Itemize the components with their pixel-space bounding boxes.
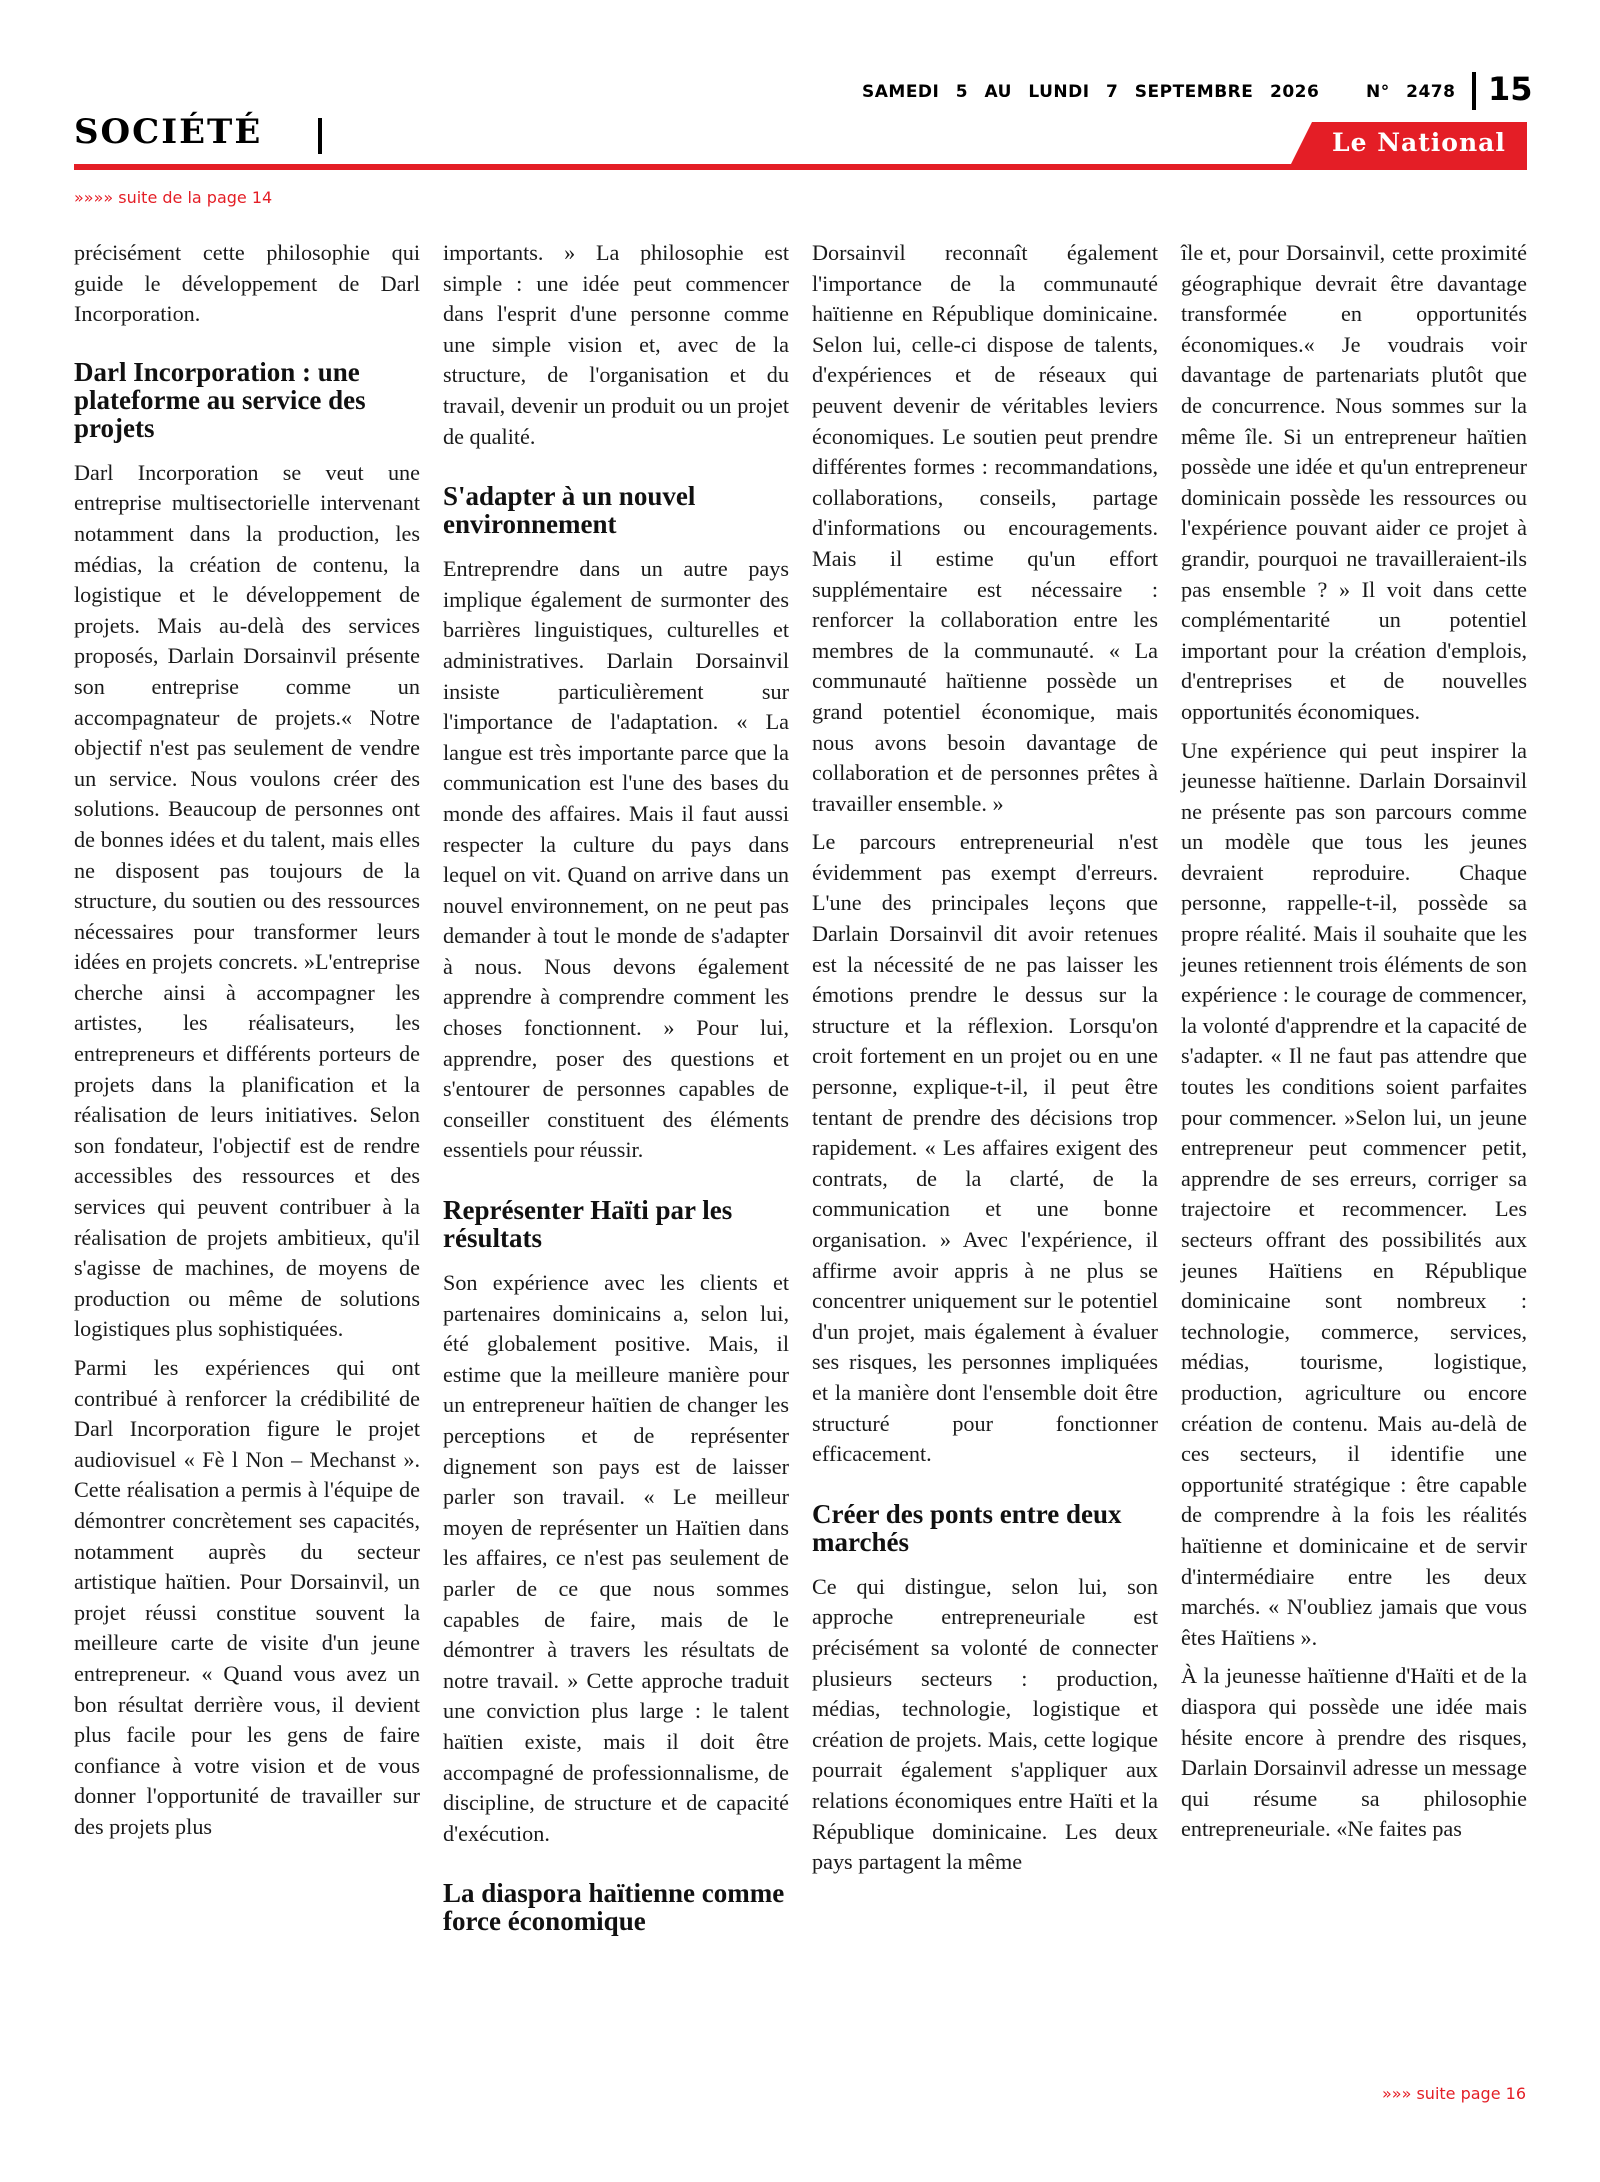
subheading: Créer des ponts entre deux marchés xyxy=(812,1498,1122,1557)
article-column-4 xyxy=(1181,238,1527,1853)
paragraph: Ce qui distingue, selon lui, son approche entrepreneuriale est précisément sa volonté de connecter plusieurs secteurs : production, médias, technologie, logistique et création de projets. Mais, cette logique pourrait également s'appliquer aux relations économiques entre Haïti et la République dominicaine. Les deux pays partagent la même xyxy=(812,1573,1158,1875)
issue-year: 2026 xyxy=(1270,82,1320,102)
article-column-3 xyxy=(812,238,1158,1886)
continued-from-link[interactable]: »»»» suite de la page 14 xyxy=(74,188,273,207)
subheading: Représenter Haïti par les résultats xyxy=(443,1195,733,1254)
paragraph: Parmi les expériences qui ont contribué à renforcer la crédibilité de Darl Incorporation figure le projet audiovisuel « Fè l Non – Mechanst ». Cette réalisation a permis à l'équipe de démontrer concrètement ses capacités, notamment auprès du secteur artistique haïtien. Pour Dorsainvil, un projet réussi constitue souvent la meilleure carte de visite d'un jeune entrepreneur. « Quand vous avez un bon résultat derrière vous, il devient plus facile pour les gens de faire confiance à votre vision et de vous donner l'opportunité de travailler sur des projets plus xyxy=(74,1355,420,1839)
brand-name: Le National xyxy=(1332,128,1506,157)
paragraph: Entreprendre dans un autre pays implique également de surmonter des barrières linguistiques, culturelles et administratives. Darlain Dorsainvil insiste particulièrement sur l'importance de l'adaptation. « La langue est très importante parce que la communication est l'une des bases du monde des affaires. Mais il faut aussi respecter la culture du pays dans lequel on vit. Quand on arrive dans un nouvel environnement, on ne peut pas demander à tout le monde de s'adapter à nous. Nous devons également apprendre à comprendre comment les choses fonctionnent. » Pour lui, apprendre, poser des questions et s'entourer de personnes capables de conseiller constituent des éléments essentiels pour réussir. xyxy=(443,556,789,1163)
paragraph: Le parcours entrepreneurial n'est évidemment pas exempt d'erreurs. L'une des principales leçons que Darlain Dorsainvil dit avoir retenues est la nécessité de ne pas laisser les émotions prendre le dessus sur la structure et la réflexion. Lorsqu'on croit fortement en un projet ou en une personne, explique-t-il, il peut être tentant de prendre des décisions trop rapidement. « Les affaires exigent des contrats, de la clarté, de la communication et une bonne organisation. » Avec l'expérience, il affirme avoir appris à ne plus se concentrer uniquement sur le potentiel d'un projet, mais également à évaluer ses risques, les personnes impliquées et la manière dont l'ensemble doit être structuré pour fonctionner efficacement. xyxy=(812,829,1158,1467)
paragraph: À la jeunesse haïtienne d'Haïti et de la diaspora qui possède une idée mais hésite encore à prendre des risques, Darlain Dorsainvil adresse un message qui résume sa philosophie entrepreneuriale. «Ne faites pas xyxy=(1181,1663,1527,1842)
subheading: S'adapter à un nouvel environnement xyxy=(443,481,696,540)
page-number: 15 xyxy=(1488,70,1533,108)
paragraph: importants. » La philosophie est simple : une idée peut commencer dans l'esprit d'une personne comme une simple vision et, avec de la structure, de l'organisation et du travail, devenir un produit ou un projet de qualité. xyxy=(443,240,789,449)
paragraph: Dorsainvil reconnaît également l'importance de la communauté haïtienne en République dominicaine. Selon lui, celle-ci dispose de talents, d'expériences et de réseaux qui peuvent devenir de véritables leviers économiques. Le soutien peut prendre différentes formes : recommandations, collaborations, conseils, partage d'informations ou encouragements. Mais il estime qu'un effort supplémentaire est nécessaire : renforcer la collaboration entre les membres de la communauté. « La communauté haïtienne possède un grand potentiel économique, mais nous avons besoin davantage de collaboration et de personnes prêtes à travailler ensemble. » xyxy=(812,240,1158,816)
subheading: Darl Incorporation : une plateforme au service des projets xyxy=(74,356,366,443)
issue-number: N° 2478 xyxy=(1366,82,1456,102)
continued-to-link[interactable]: »»» suite page 16 xyxy=(1382,2084,1526,2103)
subheading: La diaspora haïtienne comme force économique xyxy=(443,1878,785,1937)
paragraph: Darl Incorporation se veut une entreprise multisectorielle intervenant notamment dans la production, les médias, la création de contenu, la logistique et le développement de projets. Mais au-delà des services proposés, Darlain Dorsainvil présente son entreprise comme un accompagnateur de projets.« Notre objectif n'est pas seulement de vendre un service. Nous voulons créer des solutions. Beaucoup de personnes ont de bonnes idées et du talent, mais elles ne disposent pas toujours de la structure, du soutien ou des ressources nécessaires pour transformer leurs idées en projets concrets. »L'entreprise cherche ainsi à accompagner les artistes, les réalisateurs, les entrepreneurs et différents porteurs de projets dans la planification et la réalisation de leurs initiatives. Selon son fondateur, l'objectif est de rendre accessibles des ressources et des services qui peuvent contribuer à la réalisation de projets ambitieux, qu'il s'agisse de machines, de moyens de production ou même de solutions logistiques plus sophistiquées. xyxy=(74,459,420,1342)
section-divider xyxy=(318,118,322,154)
article-column-1 xyxy=(74,238,420,1851)
header-rule xyxy=(74,164,1527,170)
paragraph: île et, pour Dorsainvil, cette proximité géographique devrait être davantage transformée en opportunités économiques.« Je voudrais voir davantage de partenariats plutôt que de concurrence. Nous sommes sur la même île. Si un entrepreneur haïtien possède une idée et qu'un entrepreneur dominicain possède les ressources ou l'expérience pouvant aider ce projet à grandir, pourquoi ne travailleraient-ils pas ensemble ? » Il voit dans cette complémentarité un potentiel important pour la création d'emplois, d'entreprises et de nouvelles opportunités économiques. xyxy=(1181,240,1527,724)
article-column-2 xyxy=(443,238,789,1951)
paragraph: Son expérience avec les clients et partenaires dominicains a, selon lui, été globalement positive. Mais, il estime que la meilleure manière pour un entrepreneur haïtien de changer les perceptions et de représenter dignement son pays est de laisser parler son travail. « Le meilleur moyen de représenter un Haïtien dans les affaires, ce n'est pas seulement de parler de ce que nous sommes capables de faire, mais de le démontrer à travers les résultats de notre travail. » Cette approche traduit une conviction plus large : le talent haïtien existe, mais il doit être accompagné de professionnalisme, de discipline, de structure et de capacité d'exécution. xyxy=(443,1270,789,1846)
paragraph: Une expérience qui peut inspirer la jeunesse haïtienne. Darlain Dorsainvil ne présente pas son parcours comme un modèle que tous les jeunes devraient reproduire. Chaque personne, rappelle-t-il, possède sa propre réalité. Mais il souhaite que les jeunes retiennent trois éléments de son expérience : le courage de commencer, la volonté d'apprendre et la capacité de s'adapter. « Il ne faut pas attendre que toutes les conditions soient parfaites pour commencer. »Selon lui, un jeune entrepreneur peut commencer petit, apprendre de ses erreurs, corriger sa trajectoire et recommencer. Les secteurs offrant des possibilités aux jeunes Haïtiens en République dominicaine sont nombreux : technologie, commerce, services, médias, tourisme, logistique, production, agriculture ou encore création de contenu. Mais au-delà de ces secteurs, il identifie une opportunité stratégique : être capable de comprendre à la fois les réalités haïtienne et dominicaine et de servir d'intermédiaire entre les deux marchés. « N'oubliez jamais que vous êtes Haïtiens ». xyxy=(1181,737,1527,1650)
page-number-divider xyxy=(1472,72,1476,110)
section-title: SOCIÉTÉ xyxy=(74,112,263,152)
paragraph: précisément cette philosophie qui guide le développement de Darl Incorporation. xyxy=(74,240,420,327)
issue-date: SAMEDI 5 AU LUNDI 7 SEPTEMBRE xyxy=(862,82,1254,102)
